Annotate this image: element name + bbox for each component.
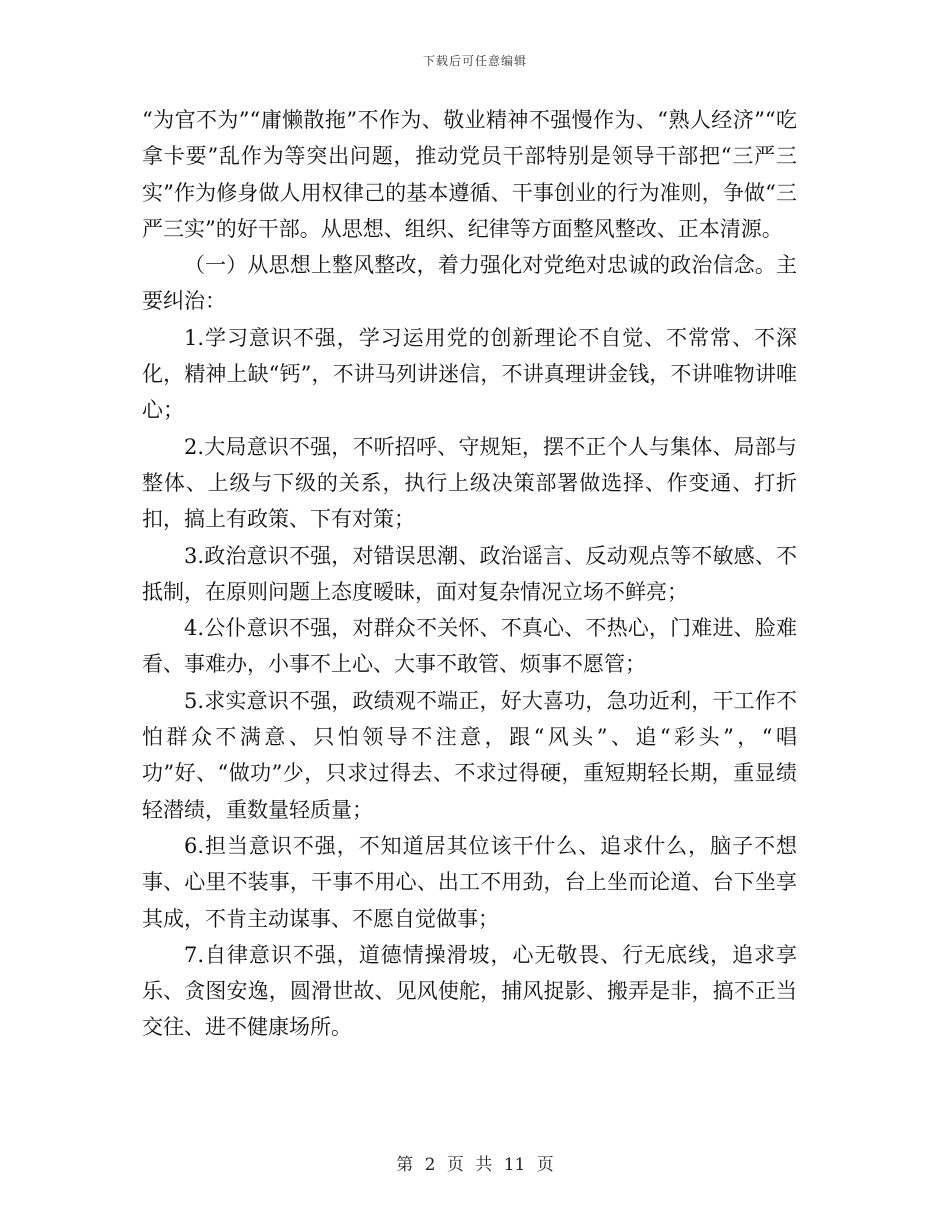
paragraph: 4.公仆意识不强，对群众不关怀、不真心、不热心，门难进、脸难看、事难办，小事不上心、大事不敢管、烦事不愿管； — [142, 616, 797, 677]
paragraph: 1.学习意识不强，学习运用党的创新理论不自觉、不常常、不深化，精神上缺“钙”，不讲马列讲迷信，不讲真理讲金钱，不讲唯物讲唯心； — [142, 325, 797, 423]
page-number-footer: 第 2 页 共 11 页 — [396, 1155, 554, 1175]
paragraph: “为官不为”“庸懒散拖”不作为、敬业精神不强慢作为、“熟人经济”“吃拿卡要”乱作为等突出问题，推动党员干部特别是领导干部把“三严三实”作为修身做人用权律己的基本遵循、干事创业的行为准则，争做“三严三实”的好干部。从思想、组织、纪律等方面整风整改、正本清源。 — [142, 108, 797, 241]
paragraph: 6.担当意识不强，不知道居其位该干什么、追求什么，脑子不想事、心里不装事，干事不用心、出工不用劲，台上坐而论道、台下坐享其成，不肯主动谋事、不愿自觉做事； — [142, 833, 797, 931]
paragraph: 2.大局意识不强，不听招呼、守规矩，摆不正个人与集体、局部与整体、上级与下级的关系，执行上级决策部署做选择、作变通、打折扣，搞上有政策、下有对策； — [142, 434, 797, 532]
paragraph: （一）从思想上整风整改，着力强化对党绝对忠诚的政治信念。主要纠治： — [142, 253, 797, 314]
page-header: 下载后可任意编辑 — [422, 54, 527, 68]
paragraph: 7.自律意识不强，道德情操滑坡，心无敬畏、行无底线，追求享乐、贪图安逸，圆滑世故、见风使舵，捕风捉影、搬弄是非，搞不正当交往、进不健康场所。 — [142, 942, 797, 1040]
document-body — [142, 102, 797, 1046]
paragraph: 5.求实意识不强，政绩观不端正，好大喜功，急功近利，干工作不怕群众不满意、只怕领导不注意，跟“风头”、追“彩头”，“唱功”好、“做功”少，只求过得去、不求过得硬，重短期轻长期，重显绩轻潜绩，重数量轻质量； — [142, 688, 797, 822]
paragraph: 3.政治意识不强，对错误思潮、政治谣言、反动观点等不敏感、不抵制，在原则问题上态度暧昧，面对复杂情况立场不鲜亮； — [142, 543, 797, 604]
